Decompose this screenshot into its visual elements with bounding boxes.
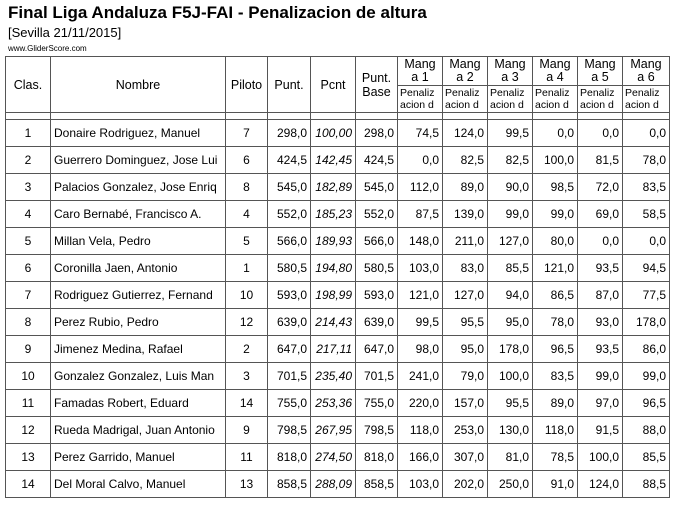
cell-pcnt: 194,80 (311, 255, 356, 282)
cell-clas: 2 (6, 147, 51, 174)
cell-pcnt: 198,99 (311, 282, 356, 309)
subheader-penalizacion (578, 86, 623, 113)
cell-clas: 8 (6, 309, 51, 336)
cell-punt-base: 701,5 (356, 363, 398, 390)
cell-pcnt: 142,45 (311, 147, 356, 174)
table-row (6, 147, 670, 174)
cell-manga-5: 72,0 (578, 174, 623, 201)
cell-manga-1: 220,0 (398, 390, 443, 417)
cell-manga-1: 99,5 (398, 309, 443, 336)
cell-punt: 424,5 (268, 147, 311, 174)
cell-manga-1: 103,0 (398, 471, 443, 498)
cell-punt: 798,5 (268, 417, 311, 444)
cell-manga-3: 95,0 (488, 309, 533, 336)
table-row (6, 120, 670, 147)
cell-piloto: 13 (226, 471, 268, 498)
cell-punt-base: 566,0 (356, 228, 398, 255)
cell-clas: 10 (6, 363, 51, 390)
cell-manga-5: 81,5 (578, 147, 623, 174)
cell-manga-4: 80,0 (533, 228, 578, 255)
cell-nombre: Perez Rubio, Pedro (51, 309, 226, 336)
cell-manga-1: 74,5 (398, 120, 443, 147)
cell-manga-6: 99,0 (623, 363, 670, 390)
cell-nombre: Coronilla Jaen, Antonio (51, 255, 226, 282)
cell-punt-base: 798,5 (356, 417, 398, 444)
header-manga-num: a 5 (591, 70, 609, 84)
cell-manga-2: 83,0 (443, 255, 488, 282)
cell-manga-4: 118,0 (533, 417, 578, 444)
cell-manga-1: 112,0 (398, 174, 443, 201)
cell-manga-5: 0,0 (578, 120, 623, 147)
cell-manga-2: 307,0 (443, 444, 488, 471)
cell-manga-6: 0,0 (623, 228, 670, 255)
cell-pcnt: 214,43 (311, 309, 356, 336)
cell-manga-6: 83,5 (623, 174, 670, 201)
subheader-line2: acion d (445, 99, 479, 111)
cell-nombre: Jimenez Medina, Rafael (51, 336, 226, 363)
cell-punt-base: 552,0 (356, 201, 398, 228)
cell-punt-base: 647,0 (356, 336, 398, 363)
header-clas: Clas. (6, 57, 51, 113)
cell-clas: 7 (6, 282, 51, 309)
header-manga-label: Mang (494, 57, 526, 71)
cell-clas: 4 (6, 201, 51, 228)
cell-punt-base: 424,5 (356, 147, 398, 174)
cell-manga-6: 94,5 (623, 255, 670, 282)
table-row (6, 336, 670, 363)
subheader-line1: Penaliz (400, 87, 435, 99)
cell-manga-2: 95,5 (443, 309, 488, 336)
cell-manga-6: 0,0 (623, 120, 670, 147)
cell-manga-3: 95,5 (488, 390, 533, 417)
subheader-line2: acion d (490, 99, 524, 111)
subheader-penalizacion (443, 86, 488, 113)
subheader-line1: Penaliz (625, 87, 660, 99)
cell-piloto: 7 (226, 120, 268, 147)
header-manga-3 (488, 57, 533, 86)
cell-manga-1: 121,0 (398, 282, 443, 309)
cell-manga-6: 77,5 (623, 282, 670, 309)
cell-nombre: Perez Garrido, Manuel (51, 444, 226, 471)
cell-clas: 13 (6, 444, 51, 471)
header-manga-num: a 3 (501, 70, 519, 84)
header-punt-base (356, 57, 398, 113)
header-manga-num: a 2 (456, 70, 474, 84)
cell-clas: 11 (6, 390, 51, 417)
cell-manga-5: 69,0 (578, 201, 623, 228)
cell-manga-1: 166,0 (398, 444, 443, 471)
header-manga-4 (533, 57, 578, 86)
page-title: Final Liga Andaluza F5J-FAI - Penalizacion de altura (8, 3, 427, 22)
subheader-line1: Penaliz (445, 87, 480, 99)
table-row (6, 309, 670, 336)
cell-nombre: Caro Bernabé, Francisco A. (51, 201, 226, 228)
cell-manga-5: 100,0 (578, 444, 623, 471)
header-manga-label: Mang (404, 57, 436, 71)
cell-punt: 298,0 (268, 120, 311, 147)
subheader-line2: acion d (535, 99, 569, 111)
cell-pcnt: 274,50 (311, 444, 356, 471)
results-table (5, 56, 670, 498)
cell-manga-5: 91,5 (578, 417, 623, 444)
cell-piloto: 4 (226, 201, 268, 228)
cell-punt: 701,5 (268, 363, 311, 390)
cell-manga-4: 78,0 (533, 309, 578, 336)
header-manga-num: a 4 (546, 70, 564, 84)
header-manga-num: a 1 (411, 70, 429, 84)
cell-piloto: 5 (226, 228, 268, 255)
cell-manga-1: 148,0 (398, 228, 443, 255)
table-row (6, 255, 670, 282)
cell-manga-2: 89,0 (443, 174, 488, 201)
subheader-line2: acion d (400, 99, 434, 111)
header-manga-num: a 6 (637, 70, 655, 84)
table-row (6, 174, 670, 201)
cell-nombre: Del Moral Calvo, Manuel (51, 471, 226, 498)
table-row (6, 444, 670, 471)
header-manga-label: Mang (449, 57, 481, 71)
cell-manga-3: 99,0 (488, 201, 533, 228)
header-punt-base-line2: Base (362, 84, 391, 99)
cell-punt: 580,5 (268, 255, 311, 282)
cell-punt-base: 818,0 (356, 444, 398, 471)
header-manga-label: Mang (539, 57, 571, 71)
cell-punt: 593,0 (268, 282, 311, 309)
header-nombre: Nombre (51, 57, 226, 113)
cell-manga-3: 94,0 (488, 282, 533, 309)
cell-nombre: Rueda Madrigal, Juan Antonio (51, 417, 226, 444)
cell-clas: 1 (6, 120, 51, 147)
cell-pcnt: 235,40 (311, 363, 356, 390)
cell-punt: 545,0 (268, 174, 311, 201)
cell-punt-base: 593,0 (356, 282, 398, 309)
cell-manga-4: 98,5 (533, 174, 578, 201)
cell-nombre: Millan Vela, Pedro (51, 228, 226, 255)
subheader-penalizacion (533, 86, 578, 113)
cell-punt-base: 639,0 (356, 309, 398, 336)
cell-manga-2: 139,0 (443, 201, 488, 228)
cell-piloto: 3 (226, 363, 268, 390)
cell-punt: 639,0 (268, 309, 311, 336)
cell-manga-6: 78,0 (623, 147, 670, 174)
cell-manga-6: 58,5 (623, 201, 670, 228)
cell-nombre: Palacios Gonzalez, Jose Enriq (51, 174, 226, 201)
cell-nombre: Guerrero Dominguez, Jose Lui (51, 147, 226, 174)
cell-punt: 858,5 (268, 471, 311, 498)
cell-manga-6: 88,0 (623, 417, 670, 444)
cell-manga-6: 96,5 (623, 390, 670, 417)
cell-clas: 9 (6, 336, 51, 363)
cell-punt-base: 298,0 (356, 120, 398, 147)
cell-manga-4: 96,5 (533, 336, 578, 363)
table-row (6, 471, 670, 498)
cell-manga-1: 103,0 (398, 255, 443, 282)
cell-manga-1: 241,0 (398, 363, 443, 390)
cell-manga-4: 86,5 (533, 282, 578, 309)
cell-manga-3: 130,0 (488, 417, 533, 444)
cell-manga-3: 81,0 (488, 444, 533, 471)
event-subtitle: [Sevilla 21/11/2015] (8, 25, 122, 40)
cell-piloto: 2 (226, 336, 268, 363)
cell-manga-5: 97,0 (578, 390, 623, 417)
cell-manga-2: 95,0 (443, 336, 488, 363)
cell-nombre: Rodriguez Gutierrez, Fernand (51, 282, 226, 309)
cell-manga-1: 87,5 (398, 201, 443, 228)
cell-manga-3: 85,5 (488, 255, 533, 282)
cell-piloto: 9 (226, 417, 268, 444)
table-row (6, 390, 670, 417)
cell-clas: 3 (6, 174, 51, 201)
cell-manga-4: 99,0 (533, 201, 578, 228)
header-punt: Punt. (268, 57, 311, 113)
cell-manga-3: 250,0 (488, 471, 533, 498)
table-row (6, 201, 670, 228)
cell-manga-3: 127,0 (488, 228, 533, 255)
cell-manga-4: 100,0 (533, 147, 578, 174)
cell-manga-2: 127,0 (443, 282, 488, 309)
cell-manga-1: 118,0 (398, 417, 443, 444)
cell-manga-1: 98,0 (398, 336, 443, 363)
cell-manga-3: 99,5 (488, 120, 533, 147)
cell-manga-5: 93,5 (578, 255, 623, 282)
cell-clas: 12 (6, 417, 51, 444)
cell-manga-2: 157,0 (443, 390, 488, 417)
subheader-line1: Penaliz (535, 87, 570, 99)
table-row (6, 282, 670, 309)
header-manga-5 (578, 57, 623, 86)
header-manga-label: Mang (630, 57, 662, 71)
cell-manga-6: 86,0 (623, 336, 670, 363)
cell-manga-5: 0,0 (578, 228, 623, 255)
cell-punt-base: 755,0 (356, 390, 398, 417)
cell-manga-5: 93,5 (578, 336, 623, 363)
cell-punt-base: 545,0 (356, 174, 398, 201)
cell-manga-4: 121,0 (533, 255, 578, 282)
cell-manga-2: 202,0 (443, 471, 488, 498)
cell-manga-4: 0,0 (533, 120, 578, 147)
cell-manga-4: 91,0 (533, 471, 578, 498)
cell-manga-2: 82,5 (443, 147, 488, 174)
cell-manga-2: 79,0 (443, 363, 488, 390)
cell-manga-5: 93,0 (578, 309, 623, 336)
header-manga-2 (443, 57, 488, 86)
cell-punt-base: 858,5 (356, 471, 398, 498)
subheader-line1: Penaliz (490, 87, 525, 99)
cell-piloto: 11 (226, 444, 268, 471)
header-manga-6 (623, 57, 670, 86)
cell-manga-5: 87,0 (578, 282, 623, 309)
cell-punt: 566,0 (268, 228, 311, 255)
cell-manga-2: 124,0 (443, 120, 488, 147)
subheader-penalizacion (488, 86, 533, 113)
cell-clas: 14 (6, 471, 51, 498)
cell-clas: 5 (6, 228, 51, 255)
cell-piloto: 1 (226, 255, 268, 282)
header-punt-base-line1: Punt. (361, 70, 392, 85)
cell-punt: 552,0 (268, 201, 311, 228)
cell-pcnt: 189,93 (311, 228, 356, 255)
table-row (6, 363, 670, 390)
cell-piloto: 12 (226, 309, 268, 336)
cell-pcnt: 182,89 (311, 174, 356, 201)
cell-nombre: Gonzalez Gonzalez, Luis Man (51, 363, 226, 390)
cell-manga-4: 83,5 (533, 363, 578, 390)
cell-manga-4: 78,5 (533, 444, 578, 471)
header-pcnt: Pcnt (311, 57, 356, 113)
cell-pcnt: 185,23 (311, 201, 356, 228)
cell-piloto: 10 (226, 282, 268, 309)
cell-manga-5: 124,0 (578, 471, 623, 498)
cell-manga-1: 0,0 (398, 147, 443, 174)
cell-pcnt: 100,00 (311, 120, 356, 147)
cell-nombre: Famadas Robert, Eduard (51, 390, 226, 417)
cell-manga-2: 253,0 (443, 417, 488, 444)
cell-manga-6: 178,0 (623, 309, 670, 336)
cell-manga-3: 90,0 (488, 174, 533, 201)
cell-manga-6: 88,5 (623, 471, 670, 498)
site-credit: www.GliderScore.com (8, 44, 87, 53)
header-piloto: Piloto (226, 57, 268, 113)
cell-punt: 818,0 (268, 444, 311, 471)
cell-punt: 755,0 (268, 390, 311, 417)
cell-manga-3: 178,0 (488, 336, 533, 363)
cell-manga-6: 85,5 (623, 444, 670, 471)
subheader-line2: acion d (580, 99, 614, 111)
header-manga-label: Mang (584, 57, 616, 71)
cell-manga-3: 82,5 (488, 147, 533, 174)
cell-manga-4: 89,0 (533, 390, 578, 417)
subheader-penalizacion (398, 86, 443, 113)
cell-pcnt: 253,36 (311, 390, 356, 417)
cell-manga-3: 100,0 (488, 363, 533, 390)
table-row (6, 228, 670, 255)
table-row (6, 417, 670, 444)
subheader-line2: acion d (625, 99, 659, 111)
cell-pcnt: 217,11 (311, 336, 356, 363)
cell-punt-base: 580,5 (356, 255, 398, 282)
cell-manga-5: 99,0 (578, 363, 623, 390)
cell-clas: 6 (6, 255, 51, 282)
header-manga-1 (398, 57, 443, 86)
cell-punt: 647,0 (268, 336, 311, 363)
cell-manga-2: 211,0 (443, 228, 488, 255)
cell-pcnt: 267,95 (311, 417, 356, 444)
cell-pcnt: 288,09 (311, 471, 356, 498)
cell-piloto: 6 (226, 147, 268, 174)
subheader-penalizacion (623, 86, 670, 113)
subheader-line1: Penaliz (580, 87, 615, 99)
cell-nombre: Donaire Rodriguez, Manuel (51, 120, 226, 147)
cell-piloto: 14 (226, 390, 268, 417)
cell-piloto: 8 (226, 174, 268, 201)
